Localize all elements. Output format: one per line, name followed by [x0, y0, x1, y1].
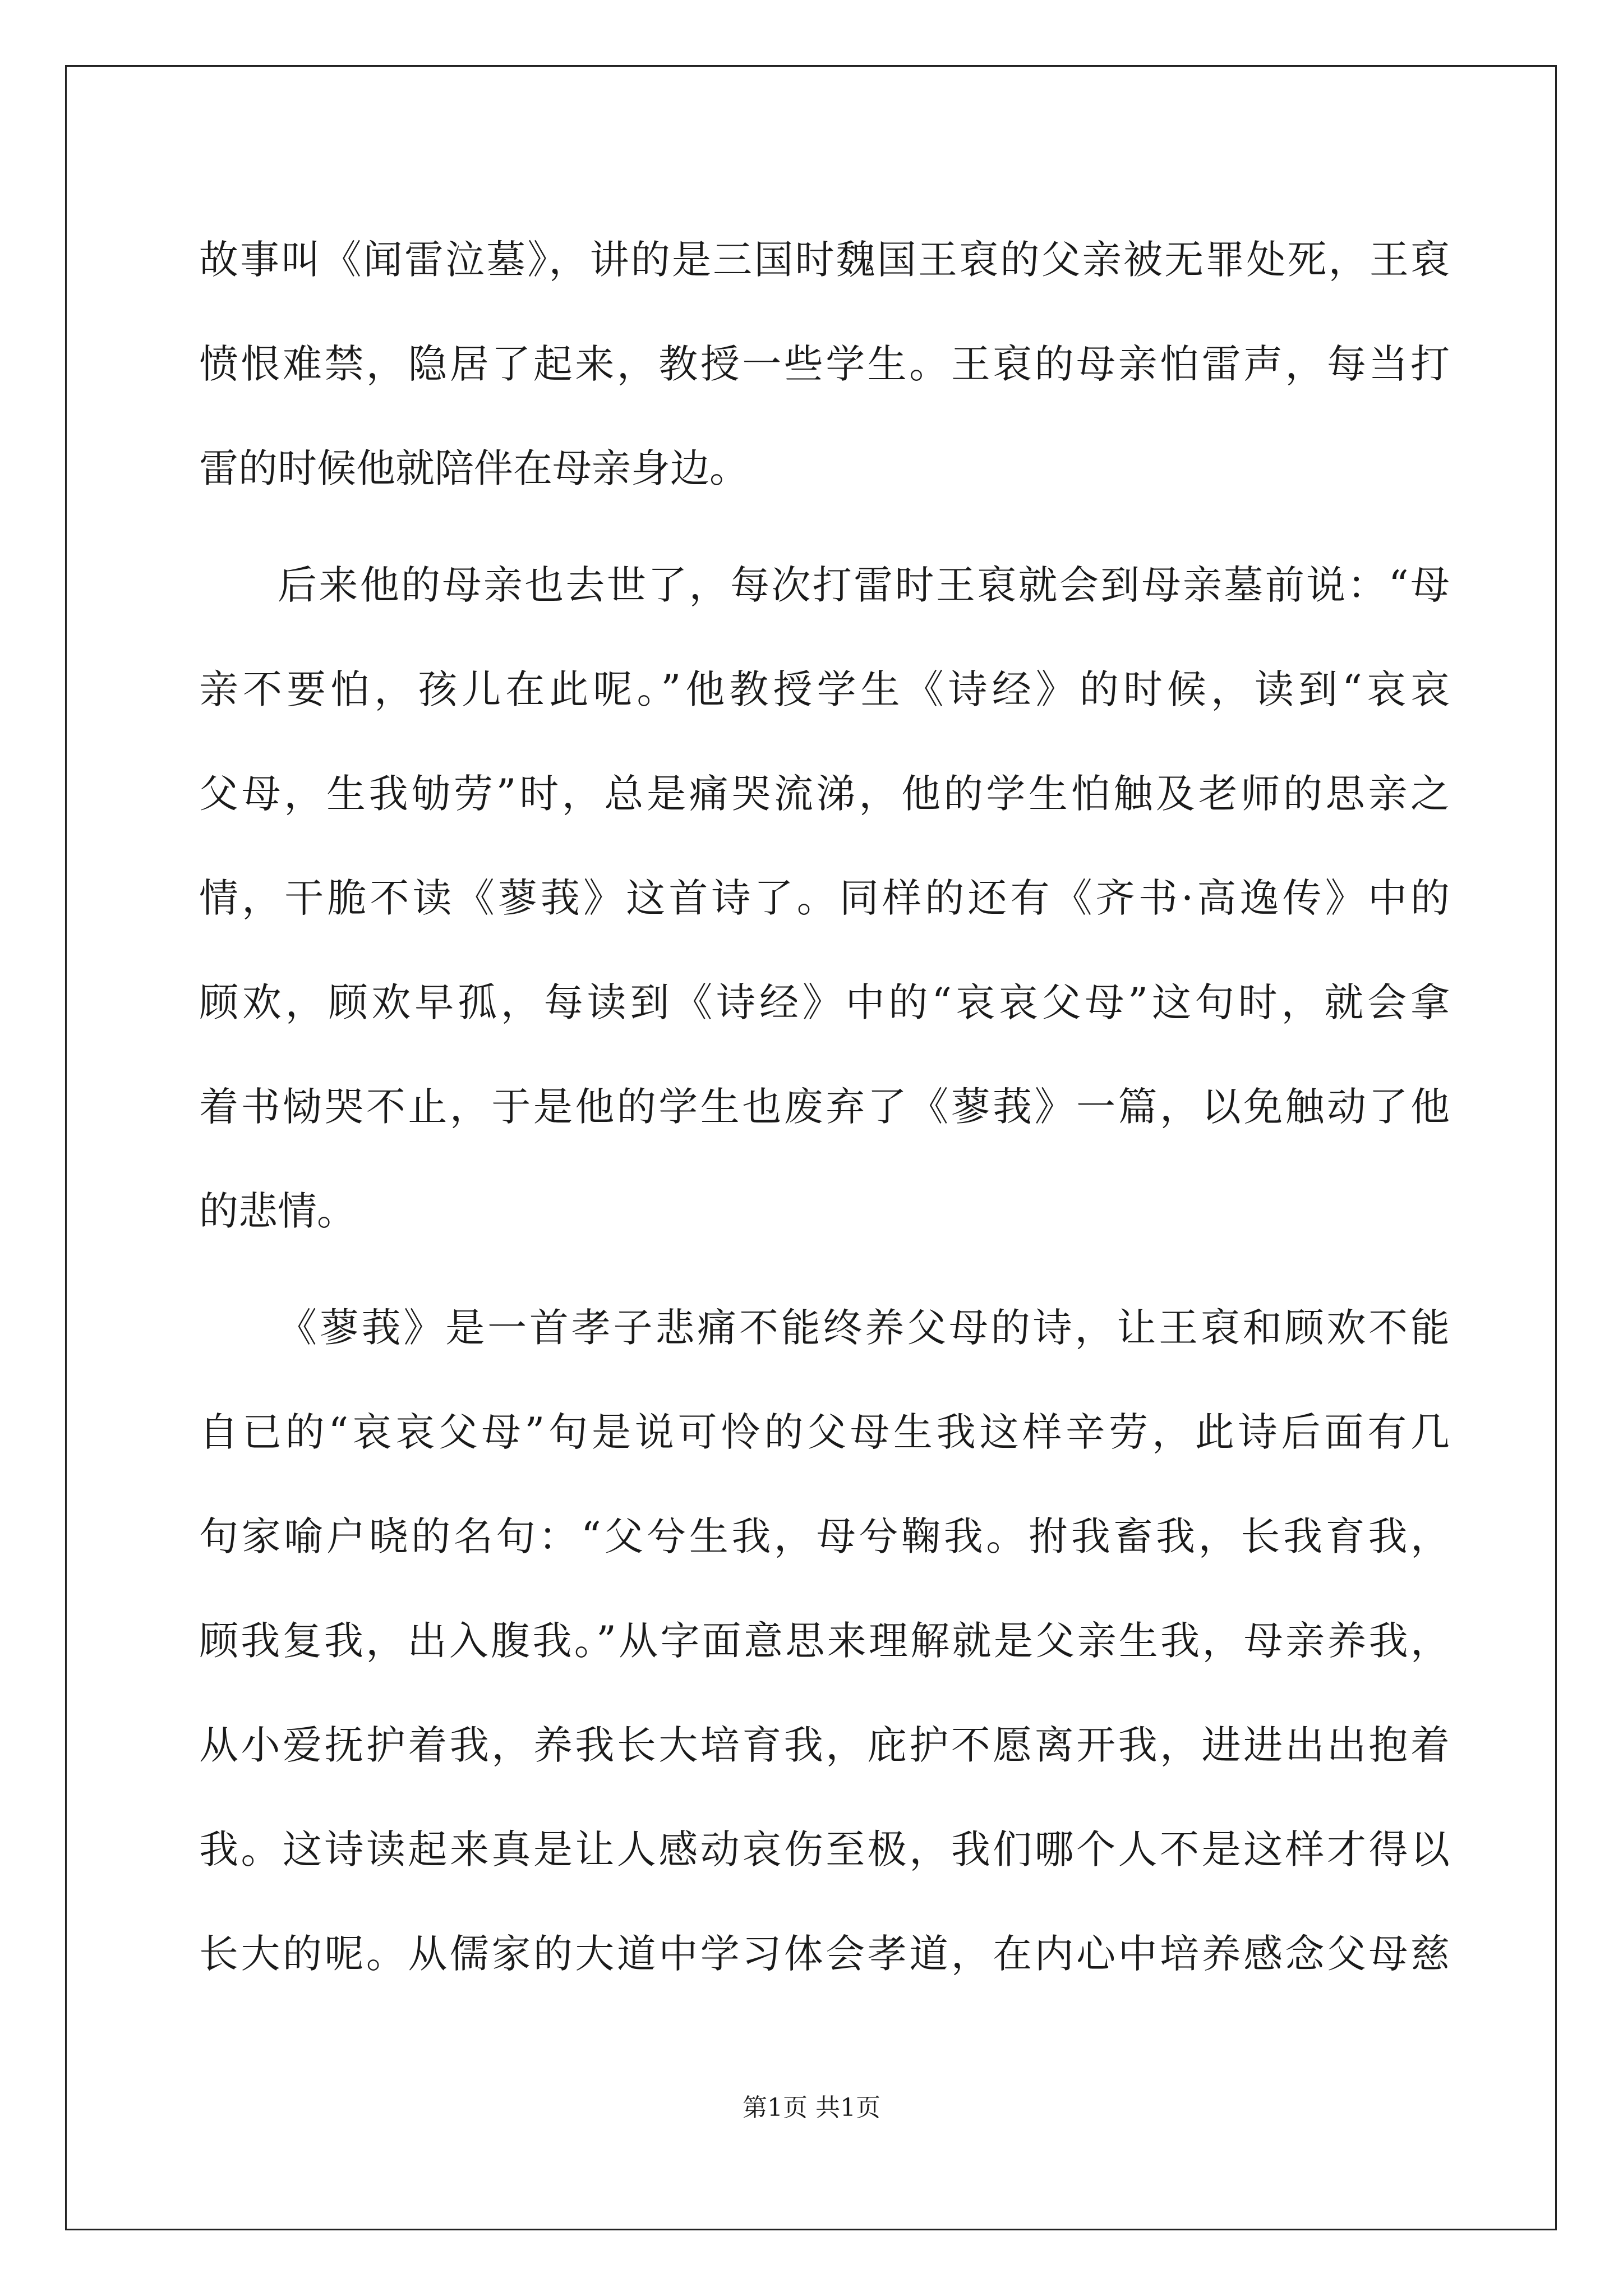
- text-line: 雷的时候他就陪伴在母亲身边。: [199, 445, 749, 491]
- text-line: 愤恨难禁，隐居了起来，教授一些学生。王裒的母亲怕雷声，每当打: [199, 341, 1450, 387]
- paragraph-2: [199, 533, 1450, 1263]
- text-line: 情，干脆不读《蓼莪》这首诗了。同样的还有《齐书·高逸传》中的: [199, 875, 1450, 921]
- text-line: 顾欢，顾欢早孤，每读到《诗经》中的“哀哀父母”这句时，就会拿: [199, 979, 1450, 1025]
- text-line: 自已的“哀哀父母”句是说可怜的父母生我这样辛劳，此诗后面有几: [199, 1409, 1450, 1455]
- text-line: 的悲情。: [199, 1188, 356, 1234]
- text-line: 顾我复我，出入腹我。”从字面意思来理解就是父亲生我，母亲养我，: [199, 1618, 1450, 1664]
- text-line: 句家喻户晓的名句：“父兮生我，母兮鞠我。拊我畜我，长我育我，: [199, 1513, 1450, 1559]
- page-number: 第1页 共1页: [743, 2093, 880, 2122]
- page-footer: [0, 2091, 1623, 2125]
- text-line: 后来他的母亲也去世了，每次打雷时王裒就会到母亲墓前说：“母: [278, 562, 1450, 608]
- text-line: 着书恸哭不止，于是他的学生也废弃了《蓼莪》一篇，以免触动了他: [199, 1084, 1450, 1130]
- text-line: 亲不要怕，孩儿在此呢。”他教授学生《诗经》的时候，读到“哀哀: [199, 666, 1450, 712]
- paragraph-1: [199, 208, 1450, 521]
- document-body: [199, 208, 1450, 2006]
- text-line: 故事叫《闻雷泣墓》，讲的是三国时魏国王裒的父亲被无罪处死，王裒: [199, 237, 1450, 283]
- paragraph-3: [199, 1276, 1450, 2006]
- text-line: 父母，生我劬劳”时，总是痛哭流涕，他的学生怕触及老师的思亲之: [199, 771, 1450, 817]
- text-line: 从小爱抚护着我，养我长大培育我，庇护不愿离开我，进进出出抱着: [199, 1722, 1450, 1768]
- text-line: 《蓼莪》是一首孝子悲痛不能终养父母的诗，让王裒和顾欢不能: [278, 1305, 1450, 1351]
- text-line: 长大的呢。从儒家的大道中学习体会孝道，在内心中培养感念父母慈: [199, 1931, 1450, 1977]
- text-line: 我。这诗读起来真是让人感动哀伤至极，我们哪个人不是这样才得以: [199, 1826, 1450, 1872]
